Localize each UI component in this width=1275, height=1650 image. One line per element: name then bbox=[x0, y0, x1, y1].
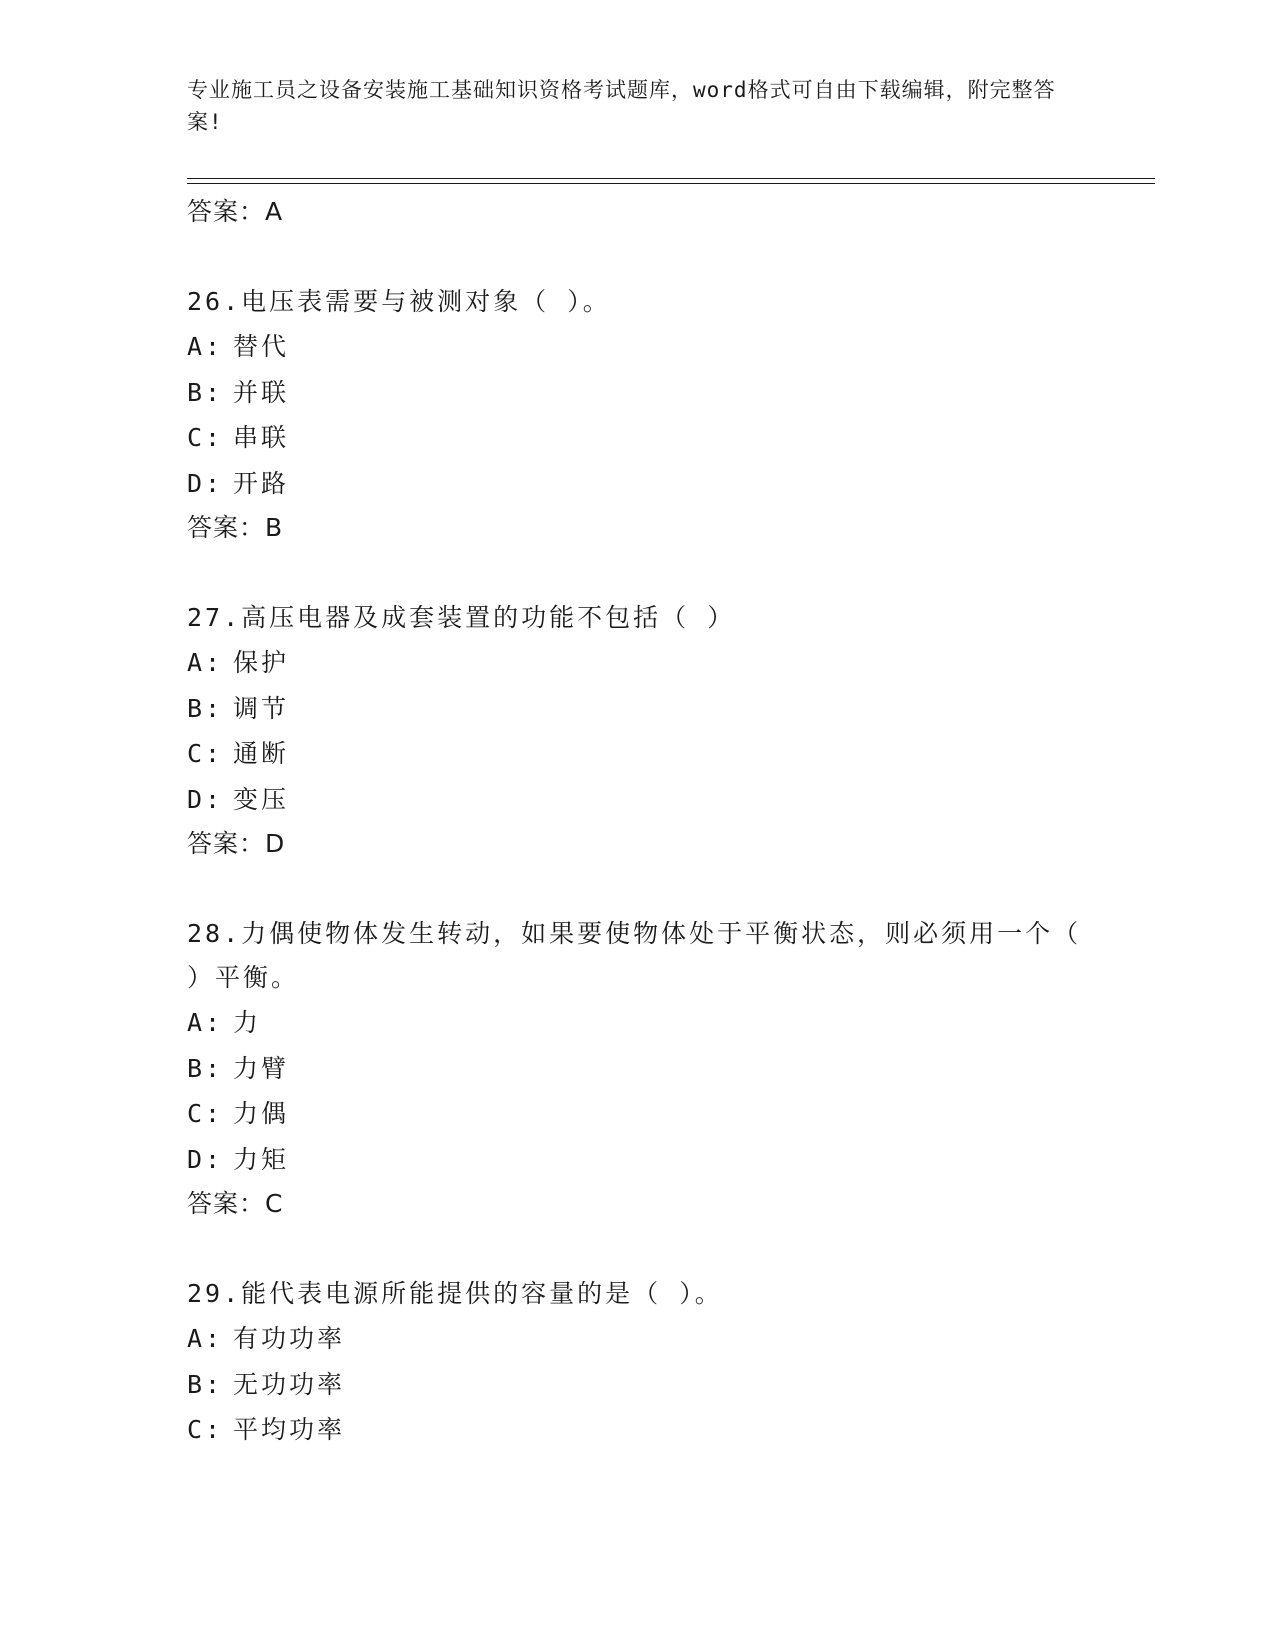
option-text: 串联 bbox=[233, 423, 290, 452]
option-text: 变压 bbox=[233, 784, 290, 814]
answer-option bbox=[187, 777, 1087, 823]
answer-option bbox=[187, 1000, 1087, 1046]
option-letter: B: bbox=[187, 377, 224, 407]
question-spacer bbox=[187, 1228, 1087, 1272]
option-text: 平均功率 bbox=[233, 1415, 346, 1444]
option-letter: A: bbox=[187, 332, 224, 361]
answer-option bbox=[187, 686, 1087, 732]
header-rule-top bbox=[187, 178, 1155, 179]
answer-option bbox=[187, 1316, 1087, 1362]
question-stem: 27.高压电器及成套装置的功能不包括（ ） bbox=[187, 603, 736, 632]
question-stem: 29.能代表电源所能提供的容量的是（ ）。 bbox=[187, 1279, 723, 1308]
option-letter: D: bbox=[187, 468, 224, 498]
document-intro: 专业施工员之设备安装施工基础知识资格考试题库，word格式可自由下载编辑，附完整答案! bbox=[187, 78, 1056, 134]
option-letter: C: bbox=[187, 1415, 224, 1444]
answer-option bbox=[187, 731, 1087, 777]
question-item bbox=[187, 280, 1087, 552]
answer-line: 答案：A bbox=[187, 197, 284, 226]
answer-line: 答案：D bbox=[187, 829, 286, 858]
option-text: 力偶 bbox=[233, 1099, 290, 1128]
question-spacer bbox=[187, 868, 1087, 912]
option-text: 通断 bbox=[233, 739, 290, 768]
option-letter: C: bbox=[187, 1099, 224, 1128]
option-letter: C: bbox=[187, 739, 224, 768]
option-text: 开路 bbox=[233, 468, 290, 498]
option-letter: B: bbox=[187, 1053, 224, 1083]
question-item bbox=[187, 1272, 1087, 1453]
option-letter: B: bbox=[187, 1369, 224, 1399]
question-spacer bbox=[187, 552, 1087, 596]
option-letter: A: bbox=[187, 648, 224, 677]
option-letter: D: bbox=[187, 784, 224, 814]
question-item bbox=[187, 912, 1087, 1228]
answer-option bbox=[187, 370, 1087, 416]
option-letter: A: bbox=[187, 1008, 224, 1037]
option-text: 力臂 bbox=[233, 1053, 290, 1083]
option-text: 并联 bbox=[233, 377, 290, 407]
answer-option bbox=[187, 1137, 1087, 1183]
question-stem: 26.电压表需要与被测对象（ ）。 bbox=[187, 287, 611, 316]
questions-container bbox=[187, 236, 1087, 1453]
option-text: 替代 bbox=[233, 332, 290, 361]
option-letter: D: bbox=[187, 1144, 224, 1174]
answer-option bbox=[187, 1362, 1087, 1408]
answer-option bbox=[187, 461, 1087, 507]
answer-option bbox=[187, 324, 1087, 370]
option-text: 有功功率 bbox=[233, 1324, 346, 1353]
option-text: 力 bbox=[233, 1008, 262, 1037]
answer-option bbox=[187, 415, 1087, 461]
header-rule-bottom bbox=[187, 183, 1155, 184]
answer-line: 答案：C bbox=[187, 1189, 284, 1218]
answer-line: 答案：B bbox=[187, 513, 284, 542]
option-letter: B: bbox=[187, 693, 224, 723]
question-item bbox=[187, 596, 1087, 868]
option-letter: A: bbox=[187, 1324, 224, 1353]
question-list bbox=[187, 190, 1087, 1453]
option-text: 力矩 bbox=[233, 1144, 290, 1174]
option-text: 保护 bbox=[233, 648, 290, 677]
option-text: 无功功率 bbox=[233, 1369, 346, 1399]
option-text: 调节 bbox=[233, 693, 290, 723]
answer-option bbox=[187, 1407, 1087, 1453]
question-spacer bbox=[187, 236, 1087, 280]
answer-option bbox=[187, 1091, 1087, 1137]
answer-option bbox=[187, 1046, 1087, 1092]
answer-option bbox=[187, 640, 1087, 686]
question-stem: 28.力偶使物体发生转动，如果要使物体处于平衡状态，则必须用一个（ ）平衡。 bbox=[187, 919, 1082, 992]
option-letter: C: bbox=[187, 423, 224, 452]
